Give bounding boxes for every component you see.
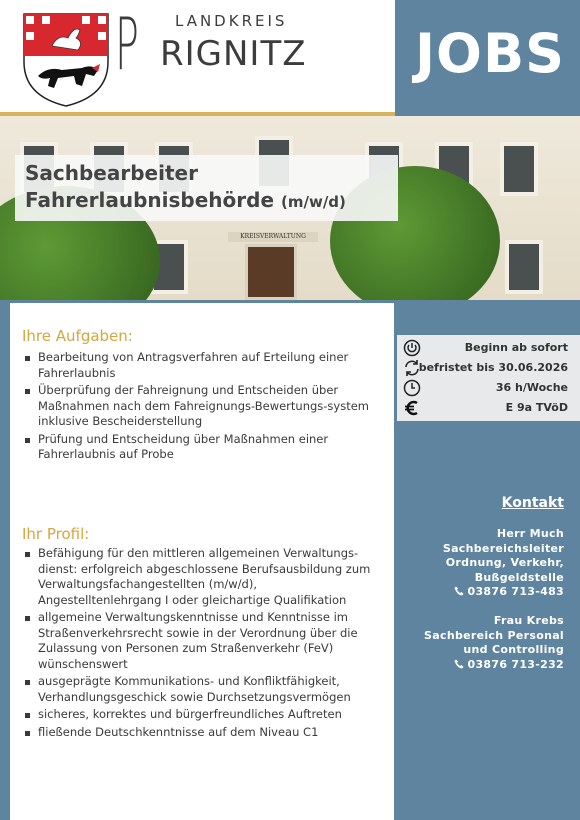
profil-heading: Ihr Profil: [22,525,90,543]
contact-role: und Controlling [463,643,564,656]
info-verguetung: E 9a TVöD [505,401,568,414]
info-row-befristet [397,358,580,378]
job-title-main: Fahrerlaubnisbehörde [25,188,275,212]
coat-of-arms-icon [22,12,110,108]
contact-phone-row[interactable] [394,585,564,600]
window [500,142,538,196]
contact-name: Frau Krebs [493,614,564,627]
job-title-box [15,155,398,221]
list-item: Befähigung für den mittleren allgemeinen Verwaltungs-dienst: erfolgreich abgeschlossene Berufsausbildung zum Verwaltungsfachangestellten (m/w/d), Angestelltenlehrgang I oder gleichartige Qualifikation [22,546,384,608]
job-title-line2 [25,187,388,216]
main-content [10,303,394,820]
building-door [245,244,297,300]
info-row-beginn [397,338,580,358]
window [505,240,543,294]
list-item: allgemeine Verwaltungskenntnisse und Kenntnisse im Straßenverkehrsrecht sowie in der Verordnung über die Zulassung von Personen zum Straßenverkehr (FeV) wünschenswert [22,610,384,672]
contact-phone[interactable]: 03876 713-483 [467,585,564,598]
logo-landkreis: LANDKREIS [175,12,288,30]
kontakt-heading: Kontakt [501,495,564,511]
info-beginn: Beginn ab sofort [464,341,568,354]
list-item: sicheres, korrektes und bürgerfreundliches Auftreten [22,707,384,723]
info-row-stunden [397,378,580,398]
contact-name: Herr Much [496,527,564,540]
list-item: ausgeprägte Kommunikations- und Konfliktfähigkeit, Verhandlungsgeschick sowie Durchsetzungsvermögen [22,674,384,705]
contact-much [394,527,564,600]
list-item: Prüfung und Entscheidung über Maßnahmen einer Fahrerlaubnis auf Probe [22,432,384,463]
list-item: fließende Deutschkenntnisse auf dem Niveau C1 [22,725,384,741]
clock-icon [403,379,421,397]
building-sign: KREISVERWALTUNG [228,232,318,242]
logo-letter-p: P [115,2,139,86]
contact-role: Sachbereich Personal [424,628,564,642]
job-title-line1: Sachbearbeiter [25,161,198,185]
contact-phone-row[interactable] [394,658,564,673]
jobs-title: JOBS [414,22,566,85]
phone-icon [454,586,464,596]
aufgaben-list [22,350,384,465]
euro-icon [403,399,421,417]
aufgaben-heading: Ihre Aufgaben: [22,327,133,345]
contact-role: Sachbereichsleiter [442,541,564,555]
contact-role: Bußgeldstelle [474,570,564,584]
contact-krebs [394,614,564,672]
profil-list [22,546,384,742]
contact-role: Ordnung, Verkehr, [445,556,564,569]
list-item: Bearbeitung von Antragsverfahren auf Erteilung einer Fahrerlaubnis [22,350,384,381]
job-title-suffix: (m/w/d) [281,193,346,211]
info-row-verguetung [397,398,580,418]
info-befristet: befristet bis 30.06.2026 [418,361,568,374]
power-icon [403,339,421,357]
info-stunden: 36 h/Woche [495,381,568,394]
logo-prignitz: RIGNITZ [160,34,307,74]
list-item: Überprüfung der Fahreignung und Entscheiden über Maßnahmen nach dem Fahreignungs-Bewertungs-system inklusive Bescheiderstellung [22,383,384,430]
contact-phone[interactable]: 03876 713-232 [467,657,564,671]
job-info-box [397,335,580,421]
phone-icon [454,659,464,669]
